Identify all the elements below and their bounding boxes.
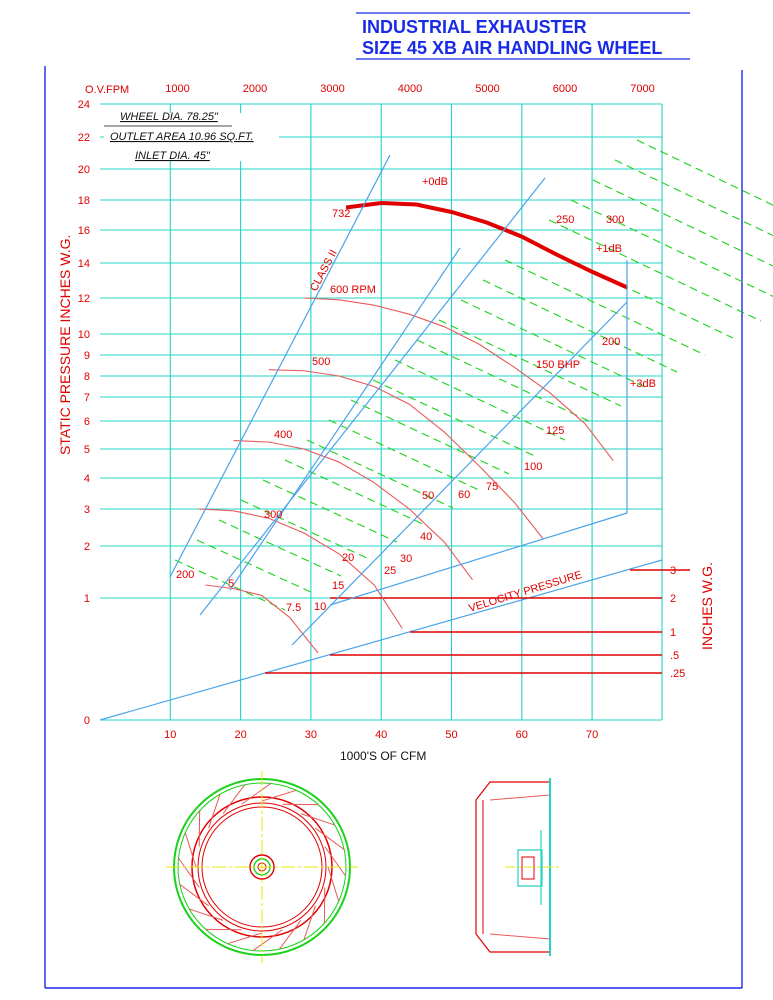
y-tick-label: 1 bbox=[83, 593, 90, 605]
y2-tick-label: 3 bbox=[670, 565, 677, 577]
rpm-label: 600 RPM bbox=[330, 284, 376, 296]
x-top-tick-label: 2000 bbox=[242, 83, 268, 95]
x-axis-title: 1000'S OF CFM bbox=[340, 749, 427, 763]
y-tick-label: 7 bbox=[83, 392, 90, 404]
y-tick-label: 9 bbox=[83, 350, 90, 362]
y-tick-label: 0 bbox=[83, 715, 90, 727]
y-tick-label: 8 bbox=[83, 371, 90, 383]
bhp-label: 7.5 bbox=[286, 602, 302, 614]
fan-blade bbox=[209, 794, 220, 828]
bhp-line bbox=[395, 360, 565, 440]
fan-blade bbox=[304, 906, 315, 940]
wheel-front-view bbox=[166, 771, 358, 963]
bhp-line bbox=[615, 160, 773, 270]
bhp-label: 20 bbox=[342, 552, 355, 564]
x-tick-label: 10 bbox=[164, 729, 177, 741]
chart-labels bbox=[176, 176, 656, 615]
spec-inlet: INLET DIA. 45" bbox=[135, 150, 210, 162]
x-tick-label: 60 bbox=[515, 729, 528, 741]
fan-blade bbox=[253, 930, 282, 951]
y2-tick-label: .5 bbox=[670, 650, 680, 662]
x-tick-label: 70 bbox=[585, 729, 599, 741]
bhp-line bbox=[329, 420, 481, 491]
x-top-tick-label: 4000 bbox=[397, 83, 423, 95]
bhp-line bbox=[417, 340, 593, 423]
bhp-line bbox=[549, 220, 761, 321]
y-tick-label: 4 bbox=[83, 473, 90, 485]
bhp-label: 75 bbox=[486, 481, 499, 493]
bhp-label: 250 bbox=[556, 214, 575, 226]
rpm-curve bbox=[346, 203, 627, 288]
fan-blade bbox=[325, 847, 346, 876]
chart-grid bbox=[78, 83, 662, 741]
velocity-pressure-group bbox=[100, 560, 690, 720]
y-tick-label: 6 bbox=[83, 416, 90, 428]
y-tick-label: 22 bbox=[77, 132, 90, 144]
x-top-tick-label: 7000 bbox=[630, 83, 655, 95]
class-boundary-mid bbox=[292, 302, 627, 645]
bhp-label: 40 bbox=[420, 531, 433, 543]
x-top-tick-label: 6000 bbox=[552, 83, 578, 95]
y-tick-label: 12 bbox=[77, 293, 90, 305]
rpm-label: 300 bbox=[264, 509, 283, 521]
bhp-curves bbox=[175, 140, 773, 610]
y2-axis-title: INCHES W.G. bbox=[699, 562, 715, 650]
wheel-side-view bbox=[476, 778, 560, 956]
spec-wheel: WHEEL DIA. 78.25" bbox=[120, 111, 218, 123]
velocity-pressure-label: VELOCITY PRESSURE bbox=[467, 568, 584, 615]
fan-blade bbox=[189, 909, 223, 920]
y-tick-label: 2 bbox=[83, 541, 90, 553]
bhp-line bbox=[637, 140, 773, 253]
bhp-line bbox=[593, 180, 773, 287]
y-tick-label: 14 bbox=[77, 258, 90, 270]
fan-blade bbox=[242, 783, 271, 804]
y-axis-title: STATIC PRESSURE INCHES W.G. bbox=[57, 234, 73, 455]
x-tick-label: 50 bbox=[445, 729, 458, 741]
bhp-label: 300 bbox=[606, 214, 625, 226]
rpm-label: 500 bbox=[312, 356, 331, 368]
x-top-tick-label: 3000 bbox=[320, 83, 345, 95]
bhp-line bbox=[285, 460, 425, 525]
title-line-1: INDUSTRIAL EXHAUSTER bbox=[362, 17, 587, 37]
bhp-label: 125 bbox=[546, 425, 565, 437]
x-top-tick-label: 1000 bbox=[165, 83, 190, 95]
bhp-label: 150 BHP bbox=[536, 359, 581, 371]
x-top-tick-label: 5000 bbox=[475, 83, 500, 95]
bhp-label: 30 bbox=[400, 553, 413, 565]
y-tick-label: 10 bbox=[77, 329, 90, 341]
fan-blade bbox=[178, 858, 199, 887]
y2-tick-label: 2 bbox=[670, 593, 677, 605]
rpm-label: 400 bbox=[274, 429, 293, 441]
y2-tick-label: 1 bbox=[670, 627, 677, 639]
bhp-label: 200 bbox=[602, 336, 621, 348]
y-tick-label: 20 bbox=[77, 164, 90, 176]
y2-tick-label: .25 bbox=[670, 668, 686, 680]
y-tick-label: 16 bbox=[77, 225, 90, 237]
noise-label: +3dB bbox=[630, 378, 656, 390]
noise-label: +0dB bbox=[422, 176, 448, 188]
y-tick-label: 18 bbox=[77, 195, 90, 207]
x-tick-label: 20 bbox=[234, 729, 247, 741]
noise-label: +1dB bbox=[596, 243, 622, 255]
bhp-label: 15 bbox=[332, 580, 345, 592]
bhp-label: 25 bbox=[384, 565, 397, 577]
x-tick-label: 40 bbox=[375, 729, 388, 741]
rpm-curve bbox=[269, 370, 543, 539]
rpm-label: 732 bbox=[332, 208, 351, 220]
y-tick-label: 3 bbox=[83, 504, 90, 516]
class-label: CLASS II bbox=[308, 247, 340, 294]
bhp-label: 5 bbox=[228, 578, 235, 590]
bhp-line bbox=[197, 540, 313, 593]
rpm-label: 200 bbox=[176, 569, 195, 581]
x-tick-label: 30 bbox=[304, 729, 318, 741]
bhp-label: 50 bbox=[422, 490, 435, 502]
class-boundary-bottom bbox=[330, 513, 627, 605]
x-top-axis-title: O.V.FPM bbox=[85, 84, 130, 96]
bhp-label: 100 bbox=[524, 461, 543, 473]
rpm-curve bbox=[205, 585, 317, 653]
title-line-2: SIZE 45 XB AIR HANDLING WHEEL bbox=[362, 38, 663, 58]
bhp-label: 10 bbox=[314, 601, 327, 613]
fan-blade bbox=[301, 814, 335, 825]
y-tick-label: 5 bbox=[83, 444, 90, 456]
y-tick-label: 24 bbox=[77, 99, 90, 111]
spec-outlet: OUTLET AREA 10.96 SQ.FT. bbox=[110, 131, 254, 143]
bhp-label: 60 bbox=[458, 489, 471, 501]
bhp-line bbox=[351, 400, 509, 474]
